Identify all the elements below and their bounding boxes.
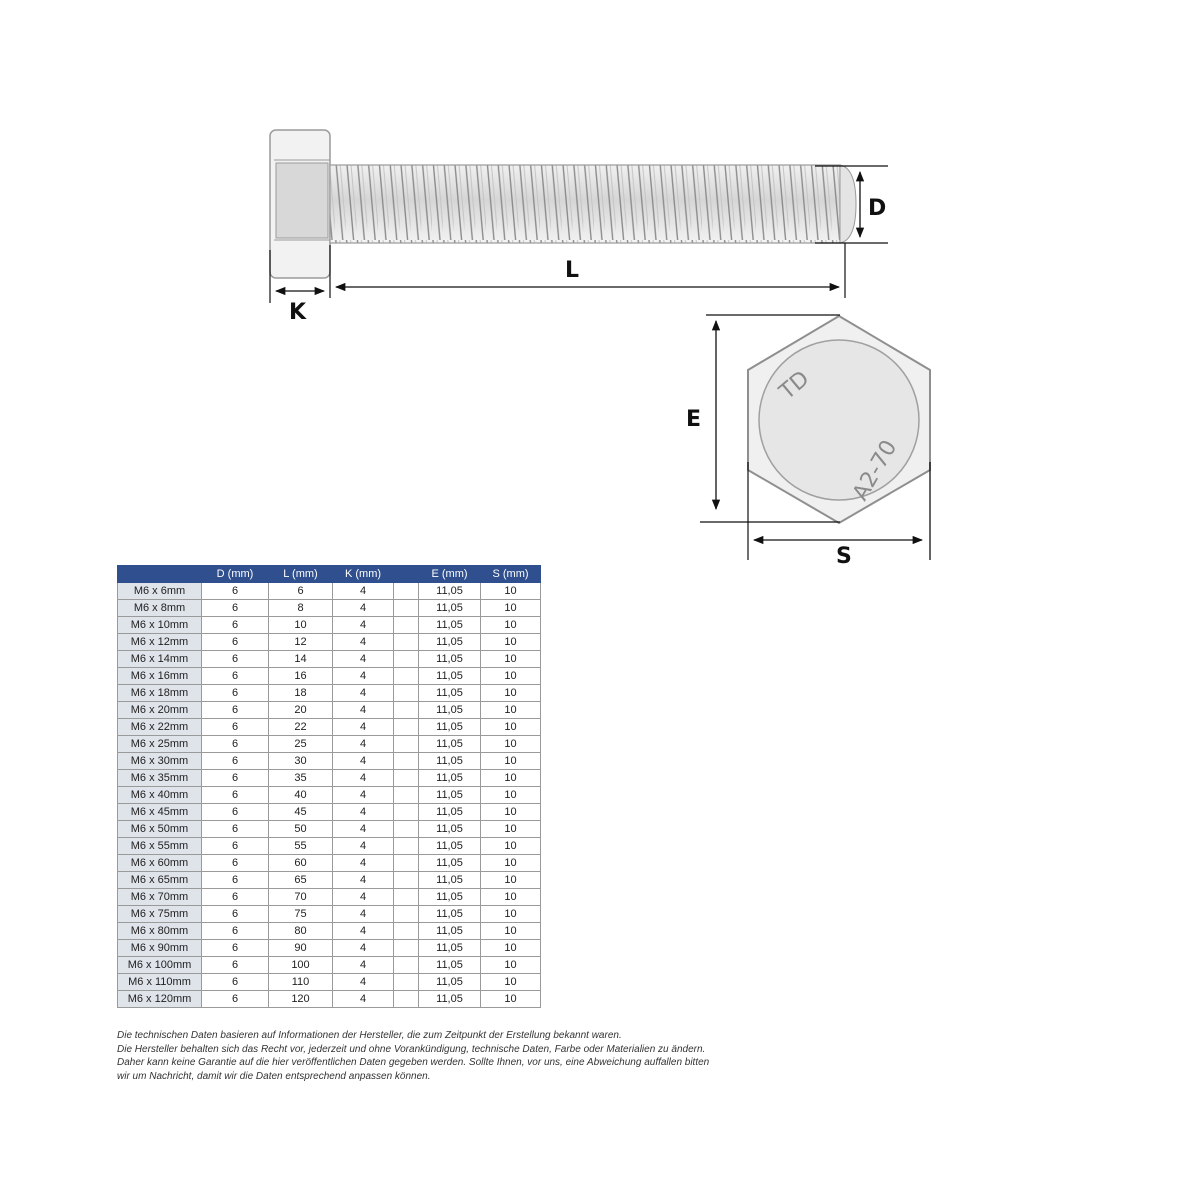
table-row [118, 940, 541, 957]
label-d: D [868, 196, 887, 221]
table-row [118, 923, 541, 940]
table-cell: 11,05 [419, 736, 481, 753]
column-header [394, 566, 419, 583]
row-label: M6 x 75mm [118, 906, 202, 923]
table-row [118, 889, 541, 906]
table-cell [394, 821, 419, 838]
table-cell: 10 [481, 855, 541, 872]
row-label: M6 x 12mm [118, 634, 202, 651]
table-cell: 6 [202, 770, 269, 787]
table-cell: 6 [202, 668, 269, 685]
table-row [118, 668, 541, 685]
dimension-table [117, 565, 541, 1008]
table-row [118, 872, 541, 889]
head-marking-grade: A2-70 [848, 436, 903, 505]
row-label: M6 x 10mm [118, 617, 202, 634]
table-cell: 6 [202, 583, 269, 600]
table-cell: 110 [269, 974, 333, 991]
table-cell [394, 923, 419, 940]
bolt-drawing [0, 0, 1200, 570]
table-cell: 70 [269, 889, 333, 906]
table-cell: 10 [481, 583, 541, 600]
table-cell: 11,05 [419, 821, 481, 838]
table-cell: 4 [333, 702, 394, 719]
table-row [118, 838, 541, 855]
table-row [118, 906, 541, 923]
table-row [118, 600, 541, 617]
table-cell [394, 583, 419, 600]
table-cell [394, 991, 419, 1008]
table-cell [394, 804, 419, 821]
row-label: M6 x 18mm [118, 685, 202, 702]
table-cell: 11,05 [419, 685, 481, 702]
row-label: M6 x 30mm [118, 753, 202, 770]
table-cell: 11,05 [419, 940, 481, 957]
table-cell: 6 [202, 838, 269, 855]
table-cell: 10 [481, 957, 541, 974]
row-label: M6 x 120mm [118, 991, 202, 1008]
table-cell: 75 [269, 906, 333, 923]
table-cell: 6 [202, 957, 269, 974]
table-cell: 11,05 [419, 668, 481, 685]
table-cell: 4 [333, 685, 394, 702]
table-cell: 80 [269, 923, 333, 940]
column-header: S (mm) [481, 566, 541, 583]
table-cell [394, 668, 419, 685]
table-cell: 11,05 [419, 957, 481, 974]
table-cell: 4 [333, 974, 394, 991]
table-cell [394, 770, 419, 787]
table-row [118, 719, 541, 736]
table-cell: 20 [269, 702, 333, 719]
table-cell: 10 [481, 634, 541, 651]
row-label: M6 x 50mm [118, 821, 202, 838]
table-cell: 6 [202, 787, 269, 804]
table-cell [394, 940, 419, 957]
table-cell: 11,05 [419, 753, 481, 770]
table-row [118, 974, 541, 991]
table-cell: 6 [202, 702, 269, 719]
table-cell: 6 [202, 685, 269, 702]
table-cell: 6 [202, 855, 269, 872]
label-k: K [289, 300, 307, 325]
column-header: K (mm) [333, 566, 394, 583]
table-cell: 11,05 [419, 651, 481, 668]
table-cell: 4 [333, 753, 394, 770]
table-cell: 65 [269, 872, 333, 889]
table-cell: 50 [269, 821, 333, 838]
table-cell: 11,05 [419, 617, 481, 634]
table-cell: 6 [202, 940, 269, 957]
table-cell: 16 [269, 668, 333, 685]
table-cell: 90 [269, 940, 333, 957]
table-cell: 4 [333, 804, 394, 821]
table-cell [394, 889, 419, 906]
table-cell [394, 753, 419, 770]
table-cell: 4 [333, 787, 394, 804]
table-cell: 22 [269, 719, 333, 736]
table-cell: 10 [481, 974, 541, 991]
table-cell: 4 [333, 719, 394, 736]
table-cell: 11,05 [419, 804, 481, 821]
table-cell: 11,05 [419, 889, 481, 906]
table-cell: 11,05 [419, 770, 481, 787]
table-cell: 11,05 [419, 583, 481, 600]
table-cell: 4 [333, 923, 394, 940]
table-cell [394, 855, 419, 872]
table-cell: 4 [333, 821, 394, 838]
row-label: M6 x 16mm [118, 668, 202, 685]
row-label: M6 x 8mm [118, 600, 202, 617]
table-cell: 4 [333, 940, 394, 957]
table-cell: 10 [269, 617, 333, 634]
table-cell: 6 [202, 753, 269, 770]
bolt-head-side [270, 130, 330, 278]
table-cell: 4 [333, 838, 394, 855]
table-cell: 4 [333, 991, 394, 1008]
disclaimer-line: Die technischen Daten basieren auf Informationen der Hersteller, die zum Zeitpunkt der Erstellung bekannt waren. [117, 1030, 622, 1041]
table-cell: 10 [481, 736, 541, 753]
row-label: M6 x 80mm [118, 923, 202, 940]
table-cell: 6 [202, 617, 269, 634]
table-cell: 10 [481, 889, 541, 906]
table-cell: 10 [481, 838, 541, 855]
table-cell: 6 [202, 923, 269, 940]
table-cell: 14 [269, 651, 333, 668]
table-cell: 30 [269, 753, 333, 770]
table-cell: 11,05 [419, 974, 481, 991]
row-label: M6 x 90mm [118, 940, 202, 957]
column-header: D (mm) [202, 566, 269, 583]
table-header-row [118, 566, 541, 583]
table-row [118, 855, 541, 872]
table-cell: 55 [269, 838, 333, 855]
table-cell: 10 [481, 906, 541, 923]
table-cell [394, 957, 419, 974]
disclaimer-line: Daher kann keine Garantie auf die hier veröffentlichen Daten gegeben werden. Sollte Ihnen, vor uns, eine Abweichung auffallen bitten [117, 1057, 710, 1068]
table-cell: 11,05 [419, 719, 481, 736]
table-cell [394, 702, 419, 719]
table-row [118, 787, 541, 804]
column-header [118, 566, 202, 583]
row-label: M6 x 20mm [118, 702, 202, 719]
table-cell: 10 [481, 770, 541, 787]
table-body [118, 583, 541, 1008]
table-cell [394, 685, 419, 702]
table-row [118, 583, 541, 600]
table-cell [394, 634, 419, 651]
table-row [118, 957, 541, 974]
row-label: M6 x 65mm [118, 872, 202, 889]
table-cell: 6 [202, 651, 269, 668]
table-cell: 35 [269, 770, 333, 787]
table-cell: 45 [269, 804, 333, 821]
table-row [118, 821, 541, 838]
table-cell: 10 [481, 685, 541, 702]
table-cell: 11,05 [419, 906, 481, 923]
table-cell: 4 [333, 770, 394, 787]
row-label: M6 x 70mm [118, 889, 202, 906]
table-cell [394, 719, 419, 736]
label-l: L [565, 258, 580, 283]
head-marking-maker: TD [775, 366, 815, 405]
table-cell: 10 [481, 617, 541, 634]
table-cell: 6 [202, 634, 269, 651]
table-cell: 10 [481, 804, 541, 821]
bolt-shank [330, 165, 856, 243]
table-cell: 6 [202, 872, 269, 889]
table-cell: 4 [333, 668, 394, 685]
table-cell [394, 906, 419, 923]
table-cell: 6 [202, 991, 269, 1008]
table-cell: 4 [333, 906, 394, 923]
column-header: E (mm) [419, 566, 481, 583]
table-cell: 10 [481, 600, 541, 617]
table-cell: 6 [202, 804, 269, 821]
table-cell: 40 [269, 787, 333, 804]
table-row [118, 991, 541, 1008]
disclaimer [117, 1029, 817, 1083]
table-cell: 10 [481, 719, 541, 736]
table-row [118, 651, 541, 668]
table-cell: 10 [481, 651, 541, 668]
row-label: M6 x 25mm [118, 736, 202, 753]
table-cell: 4 [333, 600, 394, 617]
table-row [118, 685, 541, 702]
table-row [118, 770, 541, 787]
table-cell: 10 [481, 991, 541, 1008]
table-row [118, 634, 541, 651]
table-cell: 4 [333, 634, 394, 651]
table-cell: 4 [333, 651, 394, 668]
table-cell: 11,05 [419, 600, 481, 617]
label-s: S [836, 544, 852, 569]
table-cell: 25 [269, 736, 333, 753]
table-cell: 12 [269, 634, 333, 651]
table-row [118, 753, 541, 770]
column-header: L (mm) [269, 566, 333, 583]
table-cell: 10 [481, 940, 541, 957]
disclaimer-line: Die Hersteller behalten sich das Recht vor, jederzeit und ohne Vorankündigung, technische Daten, Farbe oder Materialien zu ändern. [117, 1043, 706, 1055]
table-cell: 60 [269, 855, 333, 872]
table-row [118, 804, 541, 821]
row-label: M6 x 35mm [118, 770, 202, 787]
row-label: M6 x 110mm [118, 974, 202, 991]
table-cell: 11,05 [419, 702, 481, 719]
table-header [118, 566, 541, 583]
table-cell: 10 [481, 702, 541, 719]
table-cell: 6 [202, 600, 269, 617]
table-cell: 18 [269, 685, 333, 702]
table-cell: 4 [333, 889, 394, 906]
row-label: M6 x 60mm [118, 855, 202, 872]
table-cell: 11,05 [419, 787, 481, 804]
bolt-head-top [748, 316, 930, 523]
label-e: E [686, 407, 702, 432]
table-cell: 10 [481, 787, 541, 804]
row-label: M6 x 100mm [118, 957, 202, 974]
row-label: M6 x 6mm [118, 583, 202, 600]
table-cell: 6 [202, 906, 269, 923]
row-label: M6 x 55mm [118, 838, 202, 855]
table-cell: 4 [333, 855, 394, 872]
table-cell: 4 [333, 583, 394, 600]
table-cell: 6 [202, 736, 269, 753]
table-cell: 11,05 [419, 855, 481, 872]
table-cell [394, 617, 419, 634]
row-label: M6 x 22mm [118, 719, 202, 736]
table-cell: 10 [481, 753, 541, 770]
row-label: M6 x 45mm [118, 804, 202, 821]
table-cell: 10 [481, 872, 541, 889]
table-cell: 10 [481, 923, 541, 940]
table-cell: 8 [269, 600, 333, 617]
row-label: M6 x 40mm [118, 787, 202, 804]
table-cell [394, 736, 419, 753]
table-row [118, 702, 541, 719]
table-cell: 6 [202, 821, 269, 838]
table-cell [394, 787, 419, 804]
table-cell: 100 [269, 957, 333, 974]
table-cell [394, 600, 419, 617]
table-cell: 11,05 [419, 838, 481, 855]
table-cell: 11,05 [419, 991, 481, 1008]
table-cell [394, 974, 419, 991]
table-cell: 11,05 [419, 923, 481, 940]
table-cell [394, 872, 419, 889]
table-cell: 6 [202, 974, 269, 991]
table-cell: 4 [333, 957, 394, 974]
table-row [118, 736, 541, 753]
dimension-l [330, 243, 845, 298]
table-cell: 10 [481, 668, 541, 685]
disclaimer-line: wir um Nachricht, damit wir die Daten entsprechend anpassen können. [117, 1070, 431, 1082]
table-cell: 4 [333, 617, 394, 634]
row-label: M6 x 14mm [118, 651, 202, 668]
table-cell: 4 [333, 872, 394, 889]
table-cell: 120 [269, 991, 333, 1008]
table-cell: 4 [333, 736, 394, 753]
table-row [118, 617, 541, 634]
table-cell: 11,05 [419, 634, 481, 651]
table-cell: 6 [202, 889, 269, 906]
table-cell: 11,05 [419, 872, 481, 889]
table-cell: 6 [269, 583, 333, 600]
table-cell: 6 [202, 719, 269, 736]
table-cell: 10 [481, 821, 541, 838]
table-cell [394, 651, 419, 668]
table-cell [394, 838, 419, 855]
